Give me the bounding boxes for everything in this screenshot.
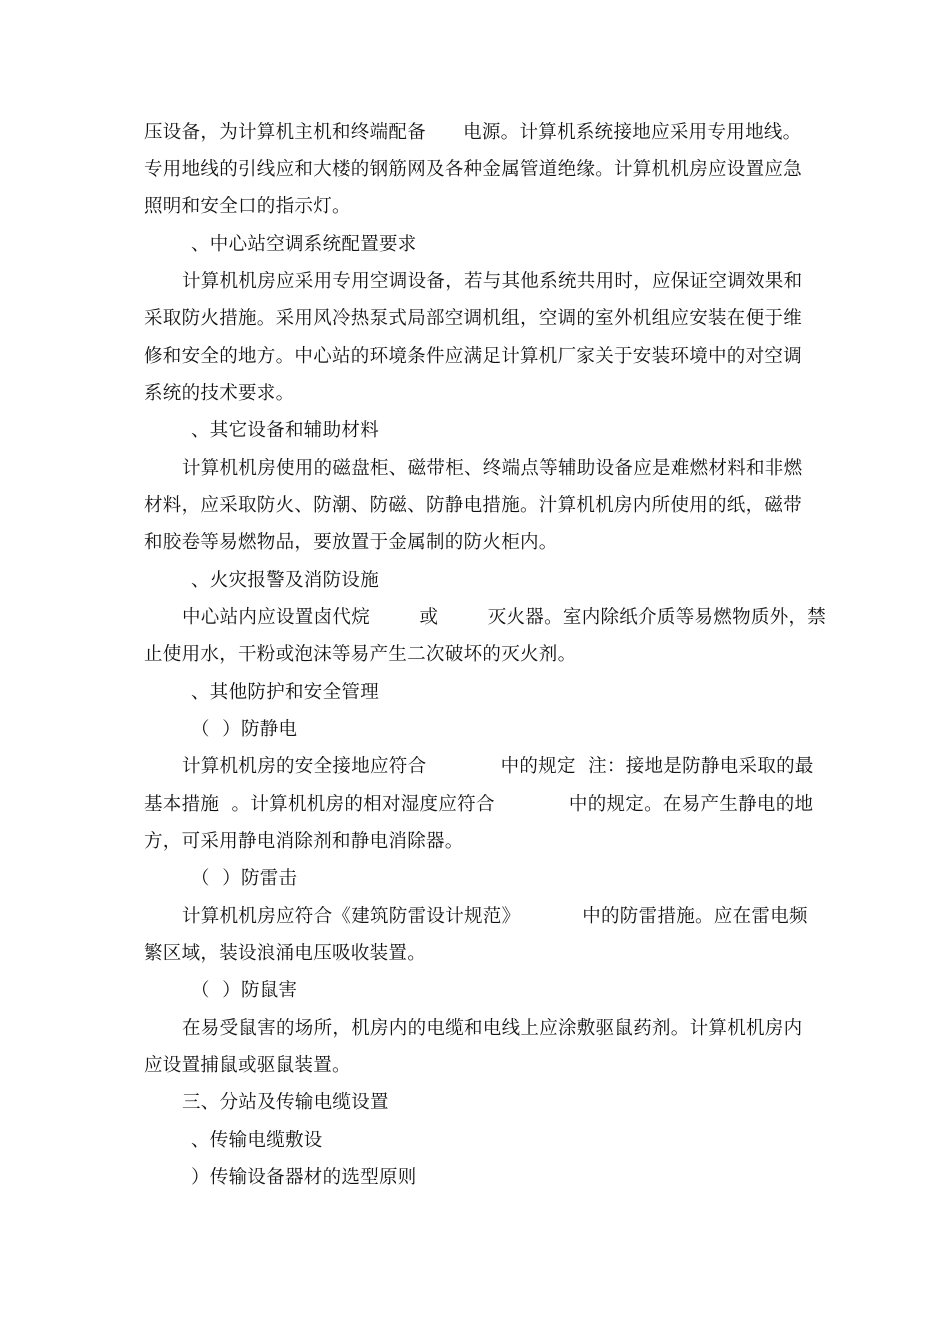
text-line: 应设置捕鼠或驱鼠装置。 — [144, 1055, 351, 1076]
text-line: 计算机机房使用的磁盘柜、磁带柜、终端点等辅助设备应是难燃材料和非燃 — [182, 458, 803, 479]
text-line: 系统的技术要求。 — [144, 383, 295, 404]
text-line: 在易受鼠害的场所，机房内的电缆和电线上应涂敷驱鼠药剂。计算机机房内 — [182, 1018, 803, 1039]
text-line: 止使用水，干粉或泡沫等易产生二次破坏的灭火剂。 — [144, 644, 577, 665]
subsection-heading: （ ）防鼠害 — [191, 980, 298, 1001]
text-line: 繁区域，装设浪涌电压吸收装置。 — [144, 943, 427, 964]
subsection-heading: （ ）防静电 — [191, 719, 298, 740]
text-line: 计算机机房的安全接地应符合 中的规定 注：接地是防静电采取的最 — [182, 756, 814, 777]
text-line: 压设备，为计算机主机和终端配备 电源。计算机系统接地应采用专用地线。 — [144, 122, 802, 143]
section-heading: 、传输电缆敷设 — [191, 1130, 323, 1151]
section-heading: 、火灾报警及消防设施 — [191, 570, 380, 591]
subsection-heading: ）传输设备器材的选型原则 — [191, 1167, 417, 1188]
text-line: 基本措施 。计算机机房的相对湿度应符合 中的规定。在易产生静电的地 — [144, 794, 814, 815]
section-heading: 、其它设备和辅助材料 — [191, 420, 380, 441]
text-line: 照明和安全口的指示灯。 — [144, 196, 351, 217]
text-line: 修和安全的地方。中心站的环境条件应满足计算机厂家关于安装环境中的对空调 — [144, 346, 803, 367]
subsection-heading: （ ）防雷击 — [191, 868, 298, 889]
section-heading: 、其他防护和安全管理 — [191, 682, 380, 703]
text-line: 采取防火措施。采用风冷热泵式局部空调机组，空调的室外机组应安装在便于维 — [144, 308, 803, 329]
text-line: 计算机机房应符合《建筑防雷设计规范》 中的防雷措施。应在雷电频 — [182, 906, 808, 927]
section-heading: 、中心站空调系统配置要求 — [191, 234, 417, 255]
text-line: 方，可采用静电消除剂和静电消除器。 — [144, 831, 464, 852]
text-line: 和胶卷等易燃物品，要放置于金属制的防火柜内。 — [144, 532, 558, 553]
text-line: 计算机机房应采用专用空调设备，若与其他系统共用时，应保证空调效果和 — [182, 271, 803, 292]
text-line: 专用地线的引线应和大楼的钢筋网及各种金属管道绝缘。计算机机房应设置应急 — [144, 159, 803, 180]
text-line: 材料，应采取防火、防潮、防磁、防静电措施。汁算机机房内所使用的纸，磁带 — [144, 495, 803, 516]
chapter-heading: 三、分站及传输电缆设置 — [182, 1092, 389, 1113]
text-line: 中心站内应设置卤代烷 或 灭火器。室内除纸介质等易燃物质外，禁 — [182, 607, 827, 628]
